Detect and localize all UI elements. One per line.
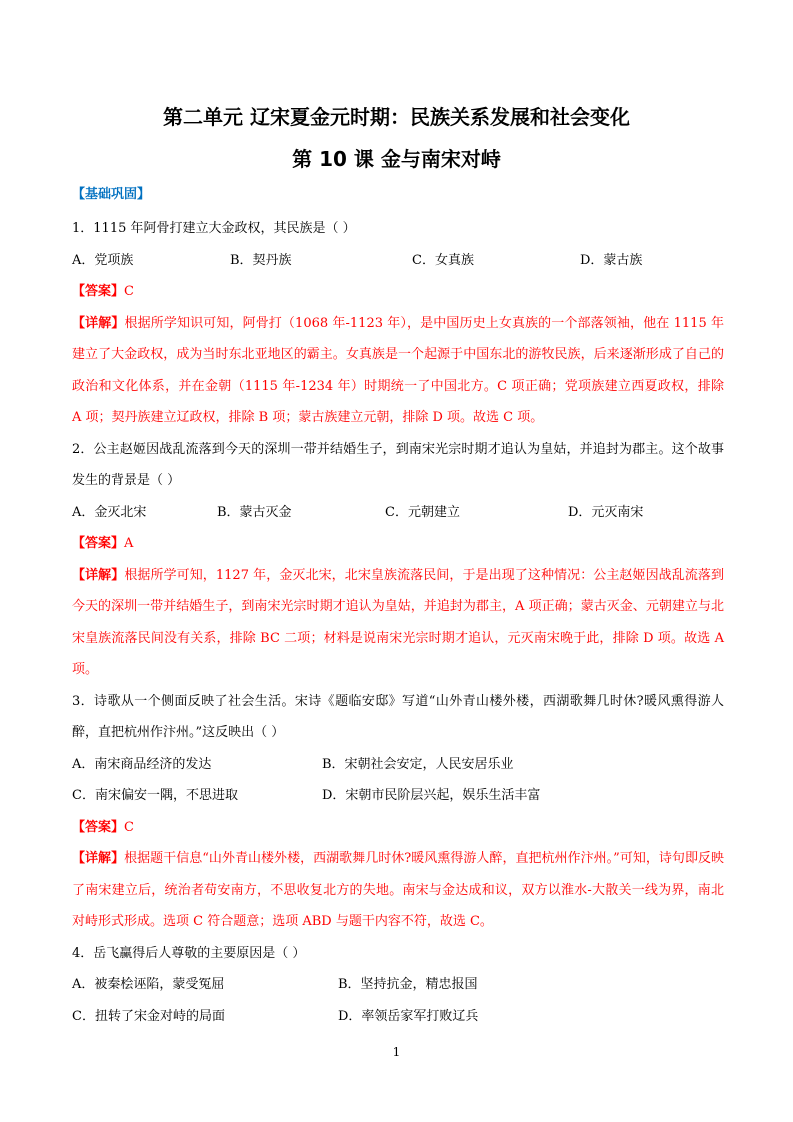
detail-tag: 【详解】 — [72, 315, 125, 331]
option-b: B．契丹族 — [230, 252, 292, 268]
unit-title: 第二单元 辽宋夏金元时期：民族关系发展和社会变化 — [163, 105, 630, 129]
option-d: D．元灭南宋 — [568, 504, 644, 520]
option-a: A．南宋商品经济的发达 — [72, 756, 212, 772]
option-d: D．率领岳家军打败辽兵 — [338, 1008, 479, 1024]
lesson-title: 第 10 课 金与南宋对峙 — [292, 147, 501, 171]
option-b: B．蒙古灭金 — [217, 504, 292, 520]
detail-paragraph — [72, 560, 724, 686]
answer-tag: 【答案】 — [72, 284, 125, 299]
option-row — [72, 1001, 724, 1033]
option-row — [72, 497, 724, 529]
option-b: B．宋朝社会安定，人民安居乐业 — [322, 756, 514, 772]
option-c: C．扭转了宋金对峙的局面 — [72, 1008, 225, 1024]
answer-tag: 【答案】 — [72, 536, 125, 551]
detail-text: 根据所学知识可知，阿骨打（1068 年-1123 年），是中国历史上女真族的一个部落领袖，他在 1115 年建立了大金政权，成为当时东北亚地区的霸主。女真族是一个起源于中国东北的游牧民族，后来逐渐形成了自己的政治和文化体系，并在金朝（1115 年-1234 年）时期统一了中国北方。C 项正确；党项族建立西夏政权，排除 A 项；契丹族建立辽政权，排除 B 项；蒙古族建立元朝，排除 D 项。故选 C 项。 — [72, 315, 724, 425]
option-row — [72, 749, 724, 781]
option-d: D．蒙古族 — [580, 252, 643, 268]
answer-value: A — [124, 536, 134, 551]
option-row — [72, 245, 724, 277]
option-a: A．党项族 — [72, 252, 134, 268]
option-c: C．南宋偏安一隅，不思进取 — [72, 788, 238, 803]
detail-text: 根据所学可知，1127 年，金灭北宋，北宋皇族流落民间，于是出现了这种情况：公主赵姬因战乱流落到今天的深圳一带并结婚生子，到南宋光宗时期才追认为皇姑，并追封为郡主，A 项正确；蒙古灭金、元朝建立与北宋皇族流落民间没有关系，排除 BC 二项；材料是说南宋光宗时期才追认，元灭南宋晚于此，排除 D 项。故选 A 项。 — [72, 567, 724, 677]
option-d: D．宋朝市民阶层兴起，娱乐生活丰富 — [322, 788, 541, 803]
option-a: A．金灭北宋 — [72, 504, 147, 520]
option-c: C．女真族 — [412, 252, 474, 268]
question-list — [72, 213, 724, 1032]
section-heading: 【基础巩固】 — [72, 187, 151, 202]
detail-paragraph — [72, 308, 724, 434]
detail-text: 根据题干信息“山外青山楼外楼，西湖歌舞几时休?暖风熏得游人醉，直把杭州作汴州。”可知，诗句即反映了南宋建立后，统治者苟安南方，不思收复北方的失地。南宋与金达成和议，双方以淮水-大散关一线为界，南北对峙形式形成。选项 C 符合题意；选项 ABD 与题干内容不符，故选 C。 — [72, 851, 724, 929]
question-stem: 2．公主赵姬因战乱流落到今天的深圳一带并结婚生子，到南宋光宗时期才追认为皇姑，并追封为郡主。这个故事发生的背景是（ ） — [72, 441, 724, 488]
option-b: B．坚持抗金，精忠报国 — [338, 977, 478, 992]
question-stem: 4．岳飞赢得后人尊敬的主要原因是（ ） — [72, 945, 306, 961]
option-a: A．被秦桧诬陷，蒙受冤屈 — [72, 977, 225, 992]
answer-line — [72, 276, 724, 308]
answer-tag: 【答案】 — [72, 819, 125, 835]
option-row — [72, 780, 724, 812]
question-stem: 3．诗歌从一个侧面反映了社会生活。宋诗《题临安邸》写道“山外青山楼外楼，西湖歌舞几时休?暖风熏得游人醉，直把杭州作汴州。”这反映出（ ） — [72, 693, 724, 740]
answer-value: C — [124, 819, 134, 835]
answer-line — [72, 528, 724, 560]
page-number: 1 — [392, 1045, 401, 1059]
detail-tag: 【详解】 — [72, 567, 125, 583]
answer-value: C — [124, 284, 134, 299]
option-c: C．元朝建立 — [385, 504, 460, 520]
question-stem: 1．1115 年阿骨打建立大金政权，其民族是（ ） — [72, 221, 356, 236]
option-row — [72, 969, 724, 1001]
answer-line — [72, 812, 724, 844]
detail-tag: 【详解】 — [72, 851, 125, 866]
detail-paragraph — [72, 843, 724, 938]
